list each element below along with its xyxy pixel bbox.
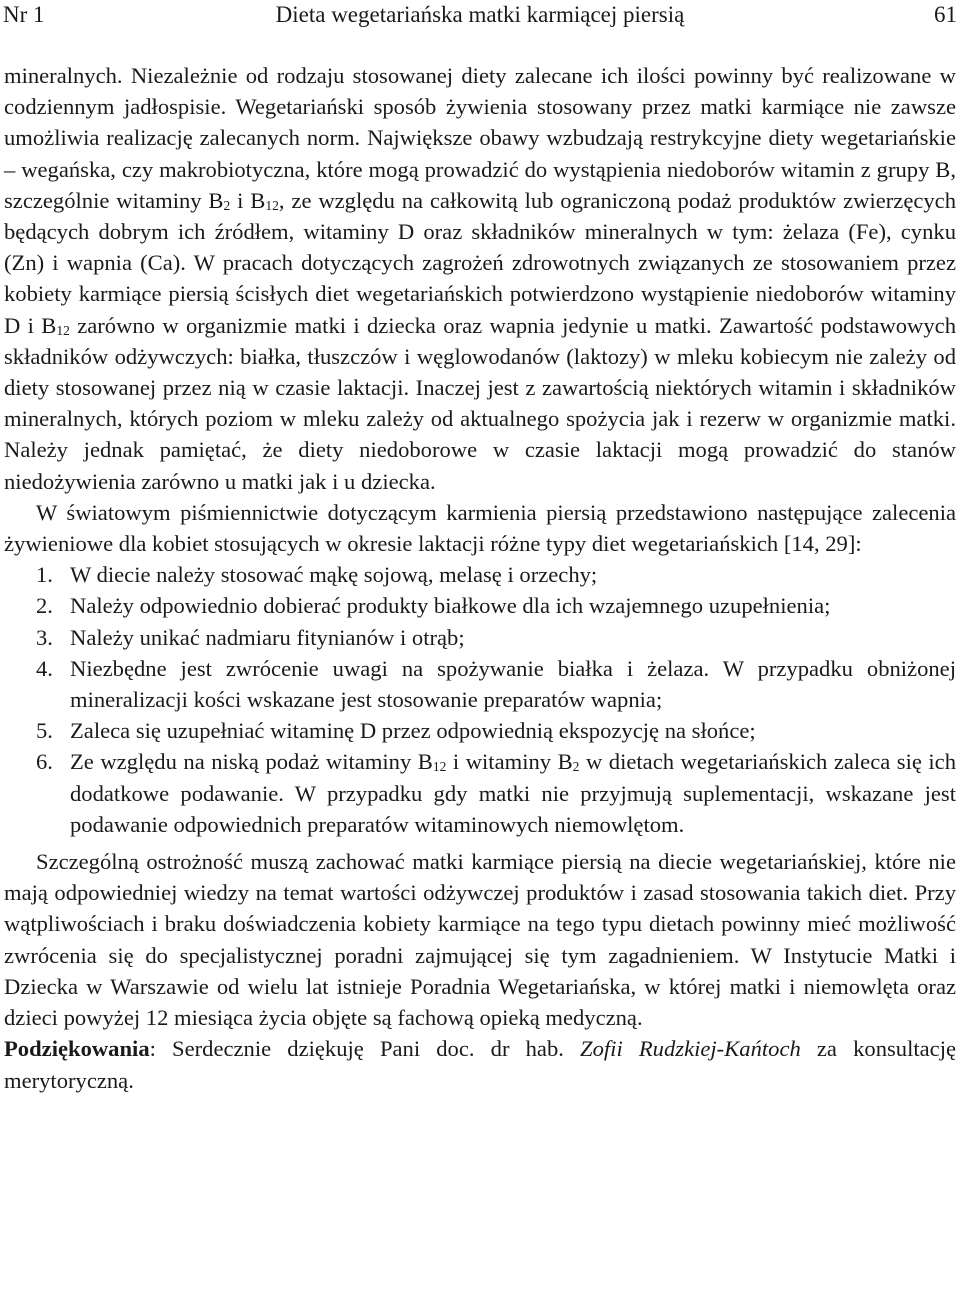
article-body <box>4 60 956 1096</box>
subscript: 12 <box>432 759 447 775</box>
list-item: 1. W diecie należy stosować mąkę sojową, melasę i orzechy; <box>4 559 956 590</box>
list-number: 6. <box>36 749 53 775</box>
subscript: 2 <box>572 759 580 775</box>
paragraph-recommendations-intro: W światowym piśmiennictwie dotyczącym karmienia piersią przedstawiono następujące zalecenia żywieniowe dla kobiet stosujących w okresie laktacji różne typy diet wegetariańskich [14, 29]: <box>4 499 956 557</box>
subscript: 2 <box>223 197 231 213</box>
acknowledgements-heading: Podziękowania <box>4 1036 150 1062</box>
list-item: 3. Należy unikać nadmiaru fitynianów i otrąb; <box>4 622 956 653</box>
list-item: 2. Należy odpowiednio dobierać produkty białkowe dla ich wzajemnego uzupełnienia; <box>4 590 956 621</box>
recommendations-list <box>4 559 956 840</box>
issue-number: Nr 1 <box>3 2 45 27</box>
running-title: Dieta wegetariańska matki karmiącej piersią <box>275 2 685 27</box>
list-number: 3. <box>36 624 53 650</box>
acknowledgements: Podziękowania: Serdecznie dziękuję Pani doc. dr hab. Zofii Rudzkiej-Kańtoch za konsultację merytoryczną. <box>4 1036 956 1093</box>
paragraph-caution: Szczególną ostrożność muszą zachować matki karmiące piersią na diecie wegetariańskiej, które nie mają odpowiedniej wiedzy na temat wartości odżywczej produktów i zasad stosowania takich diet. Przy wątpliwościach i braku doświadczenia kobiety karmiące na tego typu dietach powinny mieć możliwość zwrócenia się do specjalistycznej poradni zajmującej się tym zagadnieniem. W Instytucie Matki i Dziecka w Warszawie od wielu lat istnieje Poradnia Wegetariańska, w której matki i niemowlęta oraz dzieci powyżej 12 miesiąca życia objęte są fachową opieką medyczną. <box>4 849 956 1031</box>
running-header <box>0 0 960 30</box>
paragraph-continuation: mineralnych. Niezależnie od rodzaju stosowanej diety zalecane ich ilości powinny być realizowane w codziennym jadłospisie. Wegetariański sposób żywienia stosowany przez matki karmiące nie zawsze umożliwia realizację zalecanych norm. Największe obawy wzbudzają restrykcyjne diety wegetariańskie – wegańska, czy makrobiotyczna, które mogą prowadzić do wystąpienia niedoborów witamin z grupy B, szczególnie witaminy B2 i B12, ze względu na całkowitą lub ograniczoną podaż produktów zwierzęcych będących dobrym ich źródłem, witaminy D oraz składników mineralnych w tym: żelaza (Fe), cynku (Zn) i wapnia (Ca). W pracach dotyczących zagrożeń zdrowotnych związanych ze stosowaniem przez kobiety karmiące piersią ścisłych diet wegetariańskich potwierdzono wystąpienie niedoborów witaminy D i B12 zarówno w organizmie matki i dziecka oraz wapnia jedynie u matki. Zawartość podstawowych składników odżywczych: białka, tłuszczów i węglowodanów (laktozy) w mleku kobiecym nie zależy od diety stosowanej przez nią w czasie laktacji. Inaczej jest z zawartością niektórych witamin i składników mineralnych, których poziom w mleku zależy od aktualnego spożycia jak i rezerw w organizmie matki. Należy jednak pamiętać, że diety niedoborowe w czasie laktacji mogą prowadzić do stanów niedożywienia zarówno u matki jak i u dziecka. <box>4 63 956 494</box>
list-number: 4. <box>36 655 53 681</box>
page-number: 61 <box>934 2 957 27</box>
list-item: 5. Zaleca się uzupełniać witaminę D przez odpowiednią ekspozycję na słońce; <box>4 715 956 746</box>
list-number: 2. <box>36 593 53 619</box>
list-item: 4. Niezbędne jest zwrócenie uwagi na spożywanie białka i żelaza. W przypadku obniżonej mineralizacji kości wskazane jest stosowanie preparatów wapnia; <box>4 653 956 715</box>
acknowledged-person: Zofii Rudzkiej-Kańtoch <box>580 1036 801 1062</box>
list-number: 5. <box>36 718 53 744</box>
subscript: 12 <box>265 197 279 213</box>
list-number: 1. <box>36 562 53 588</box>
subscript: 12 <box>56 322 70 338</box>
list-item: 6. Ze względu na niską podaż witaminy B12 i witaminy B2 w dietach wegetariańskich zaleca się ich dodatkowe podawanie. W przypadku gdy matki nie przyjmują suplementacji, wskazane jest podawanie odpowiednich preparatów witaminowych niemowlętom. <box>4 746 956 840</box>
